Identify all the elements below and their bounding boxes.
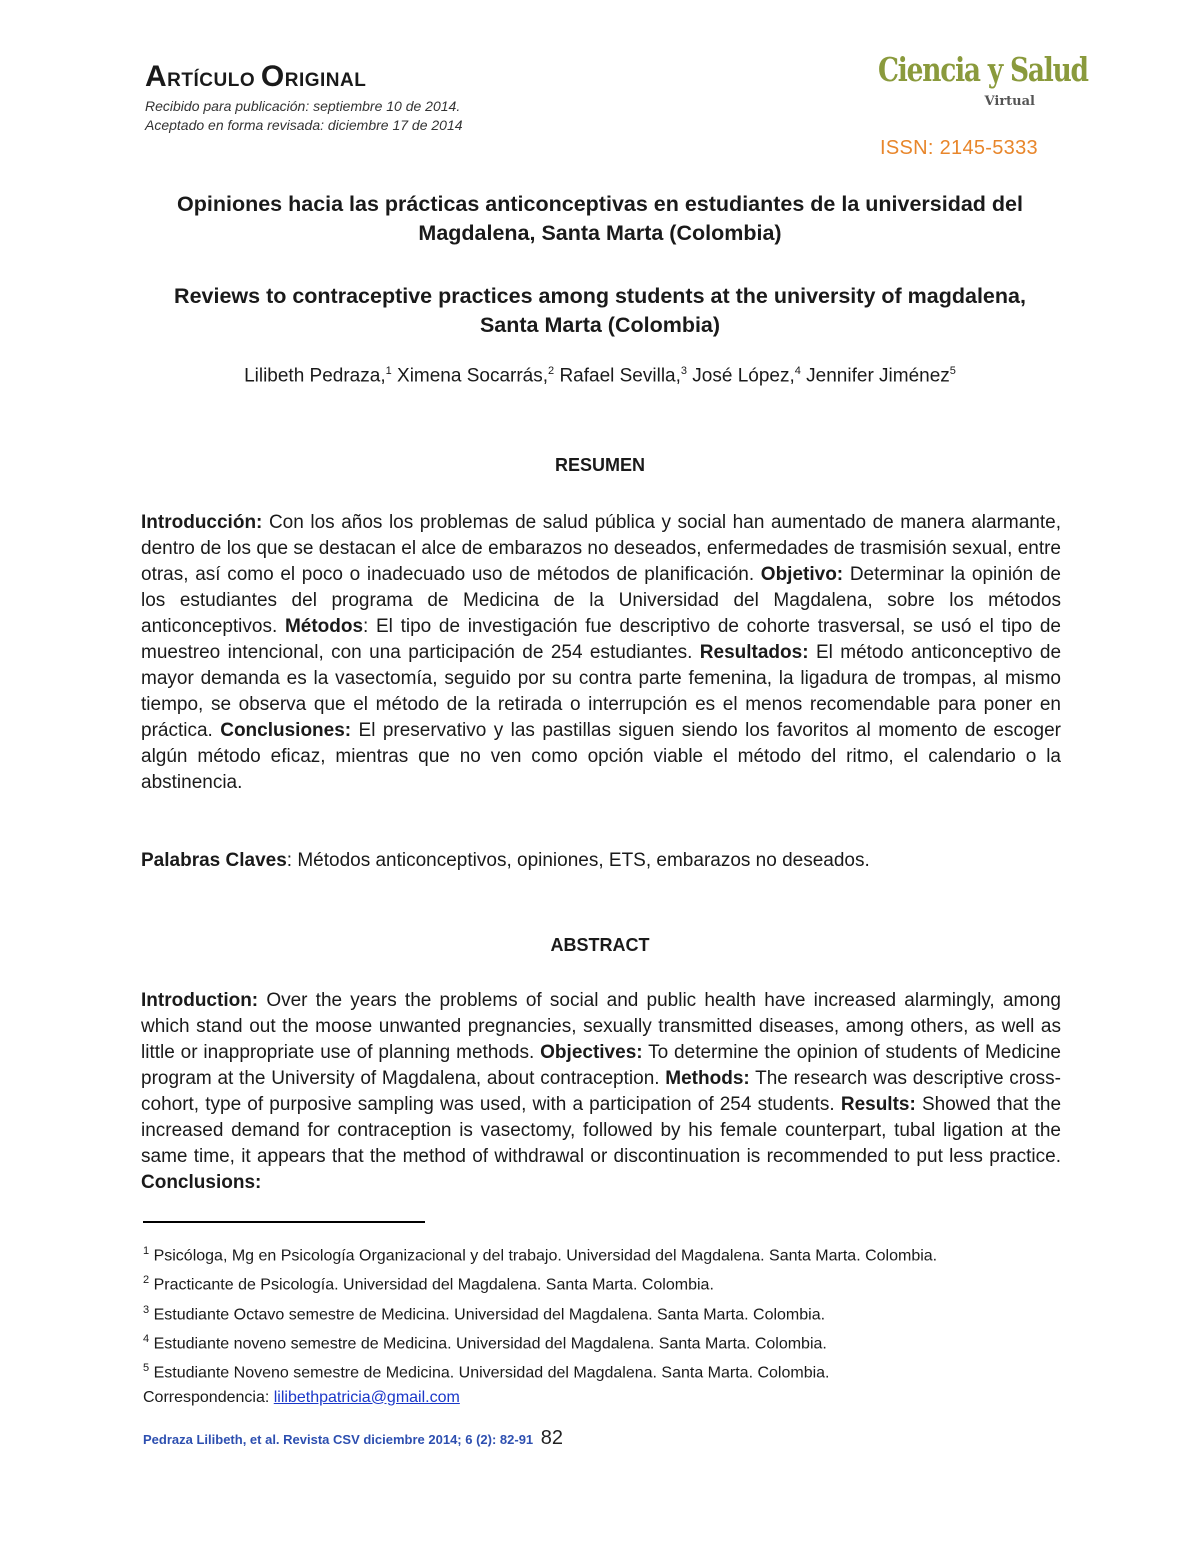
correspondence: [143, 1387, 1043, 1409]
footnote-text: Estudiante Octavo semestre de Medicina. Universidad del Magdalena. Santa Marta. Colombia.: [153, 1305, 826, 1323]
abstract-methods-label: Methods:: [665, 1068, 750, 1089]
keywords: [141, 848, 1061, 874]
footnote-mark: 5: [143, 1362, 150, 1375]
author-affiliation-mark: 4: [794, 365, 801, 377]
keywords-text: : Métodos anticonceptivos, opiniones, ETS, embarazos no deseados.: [286, 850, 870, 871]
abstract-methods-text: The research was descriptive cross-cohort, type of purposive sampling was used, with a participation of 254 students.: [141, 1068, 1061, 1115]
keywords-label: Palabras Claves: [141, 850, 287, 871]
author-affiliation-mark: 1: [385, 365, 392, 377]
abstract-objectives-label: Objectives:: [540, 1042, 643, 1063]
title-spanish: Opiniones hacia las prácticas anticonceptivas en estudiantes de la universidad del Magdalena, Santa Marta (Colombia): [177, 192, 1023, 245]
resumen-objective-text: Determinar la opinión de los estudiantes del programa de Medicina de la Universidad del Magdalena, sobre los métodos anticonceptivos.: [141, 564, 1061, 637]
accepted-date: Aceptado en forma revisada: diciembre 17 de 2014: [145, 117, 463, 133]
abstract-results-label: Results:: [840, 1094, 916, 1115]
journal-logo: [878, 50, 1088, 120]
abstract-conclusions-label: Conclusions:: [141, 1172, 262, 1193]
submission-dates: [145, 97, 463, 135]
footnote-text: Estudiante Noveno semestre de Medicina. Universidad del Magdalena. Santa Marta. Colombia.: [153, 1364, 830, 1382]
author-name: Rafael Sevilla,: [559, 365, 681, 387]
footnote-mark: 1: [143, 1245, 150, 1257]
journal-logo-subtext: Virtual: [984, 94, 1035, 109]
resumen-methods-text: : El tipo de investigación fue descriptivo de cohorte trasversal, se usó el tipo de muestreo intencional, con una participación de 254 estudiantes.: [141, 616, 1061, 663]
author-affiliation-mark: 2: [548, 365, 555, 377]
article-type-label: [145, 60, 366, 94]
footnote: [143, 1240, 1043, 1267]
footnote: [143, 1328, 1043, 1355]
title-english: Reviews to contraceptive practices among students at the university of magdalena, Santa Marta (Colombia): [174, 284, 1026, 337]
author-name: José López,: [692, 365, 795, 387]
footnote-mark: 4: [143, 1332, 150, 1345]
resumen-intro-label: Introducción:: [141, 512, 263, 533]
abstract-body: [141, 988, 1061, 1194]
footer-citation: Pedraza Lilibeth, et al. Revista CSV diciembre 2014; 6 (2): 82-91: [143, 1432, 534, 1447]
page-number: 82: [540, 1427, 564, 1449]
abstract-intro-label: Introduction:: [141, 990, 259, 1011]
footnote-mark: 3: [143, 1303, 150, 1316]
footnote: [143, 1269, 1043, 1296]
article-type-initial-2: O: [260, 60, 285, 93]
footnote-text: Psicóloga, Mg en Psicología Organizacional y del trabajo. Universidad del Magdalena. Santa Marta. Colombia.: [153, 1247, 938, 1265]
footnote-mark: 2: [143, 1274, 150, 1287]
article-type-initial-1: A: [145, 60, 168, 93]
resumen-results-label: Resultados:: [699, 642, 809, 663]
footnote-divider: [143, 1221, 425, 1223]
footnotes: [143, 1240, 1043, 1411]
footnote: [143, 1357, 1043, 1384]
author-name: Lilibeth Pedraza,: [244, 365, 386, 387]
footnote-text: Estudiante noveno semestre de Medicina. Universidad del Magdalena. Santa Marta. Colombia.: [153, 1335, 827, 1353]
author-name: Jennifer Jiménez: [806, 365, 950, 387]
journal-logo-text: Ciencia y Salud: [878, 50, 1088, 89]
abstract-heading: ABSTRACT: [550, 935, 650, 955]
resumen-objective-label: Objetivo:: [760, 564, 844, 585]
abstract-objectives-text: To determine the opinion of students of Medicine program at the University of Magdalena, about contraception.: [141, 1042, 1061, 1089]
resumen-body: [141, 510, 1061, 796]
abstract-results-text: Showed that the increased demand for contraception is vasectomy, followed by his female counterpart, tubal ligation at the same time, it appears that the method of withdrawal or discontinuation is recommended to put less practice.: [141, 1094, 1061, 1167]
resumen-conclusions-label: Conclusiones:: [220, 720, 352, 741]
page-footer: [143, 1427, 563, 1450]
article-type-rest-2: RIGINAL: [284, 70, 367, 91]
issn: ISSN: 2145-5333: [880, 137, 1038, 159]
received-date: Recibido para publicación: septiembre 10 de 2014.: [145, 98, 461, 114]
resumen-intro-text: Con los años los problemas de salud pública y social han aumentado de manera alarmante, dentro de los que se destacan el alce de embarazos no deseados, enfermedades de trasmisión sexual, entre otras, así como el poco o inadecuado uso de métodos de planificación.: [141, 512, 1062, 585]
author-affiliation-mark: 3: [680, 365, 688, 377]
correspondence-label: Correspondencia:: [143, 1388, 274, 1406]
correspondence-email-link[interactable]: lilibethpatricia@gmail.com: [273, 1388, 460, 1406]
author-affiliation-mark: 5: [949, 365, 956, 377]
footnote-text: Practicante de Psicología. Universidad del Magdalena. Santa Marta. Colombia.: [153, 1276, 714, 1294]
resumen-results-text: El método anticonceptivo de mayor demanda es la vasectomía, seguido por su contra parte femenina, la ligadura de trompas, al mismo tiempo, se observa que el método de la retirada o interrupción es el menos recomendable para poner en práctica.: [141, 642, 1062, 741]
resumen-conclusions-text: El preservativo y las pastillas siguen siendo los favoritos al momento de escoger algún método eficaz, mientras que no ven como opción viable el método del ritmo, el calendario o la abstinencia.: [141, 720, 1061, 793]
abstract-intro-text: Over the years the problems of social and public health have increased alarmingly, among which stand out the moose unwanted pregnancies, sexually transmitted diseases, among others, as well as little or inappropriate use of planning methods.: [141, 990, 1061, 1063]
footnote: [143, 1299, 1043, 1326]
article-type-rest-1: RTÍCULO: [167, 70, 261, 91]
resumen-methods-label: Métodos: [284, 616, 364, 637]
resumen-heading: RESUMEN: [554, 455, 645, 475]
author-list: [145, 365, 1055, 387]
author-name: Ximena Socarrás,: [397, 365, 549, 387]
